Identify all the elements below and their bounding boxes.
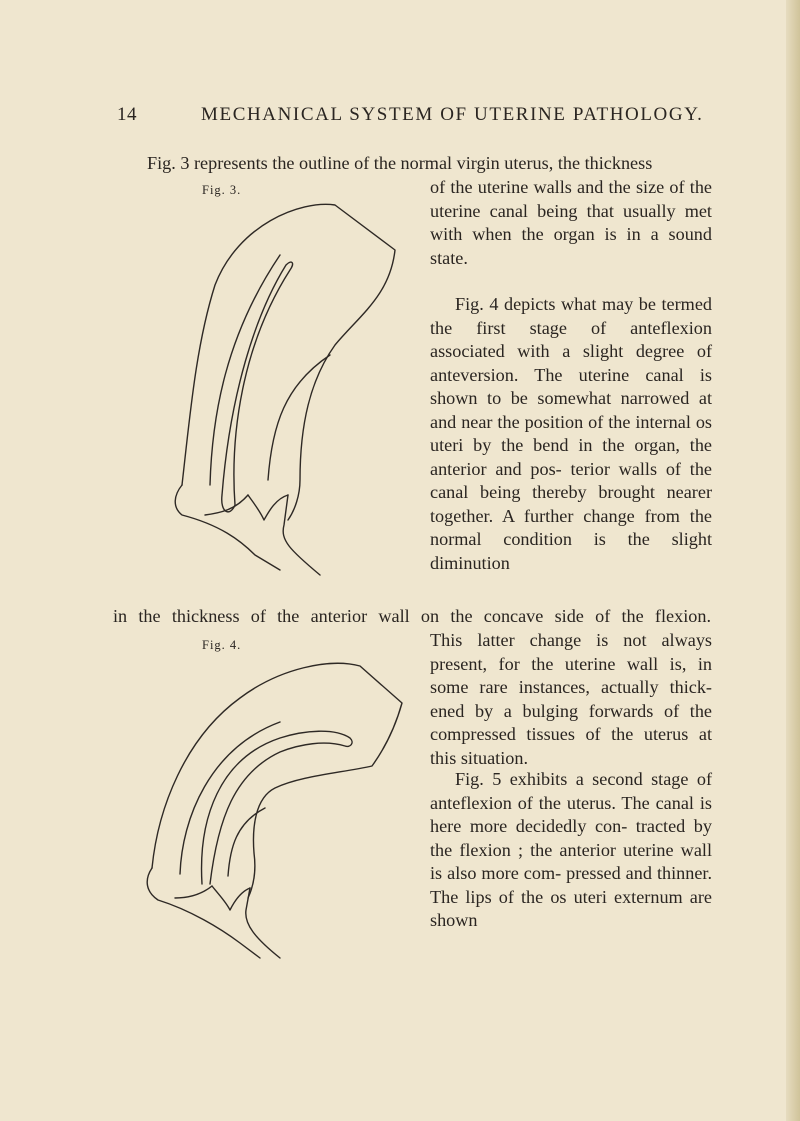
figure-3-uterus-illustration <box>160 195 420 595</box>
running-head: MECHANICAL SYSTEM OF UTERINE PATHOLOGY. <box>201 104 704 125</box>
figure-4-caption: Fig. 4. <box>202 638 242 652</box>
paragraph-1-continued: of the uterine walls and the size of the uterine canal being that usually met with when the organ is in a sound state. <box>430 177 712 268</box>
fig4-outer-wall <box>152 663 402 898</box>
fig4-canal <box>202 731 353 884</box>
fig4-cervix-right <box>246 888 280 958</box>
page-header <box>0 104 800 134</box>
fig3-outer-wall <box>182 204 395 520</box>
page-edge <box>786 0 800 1121</box>
fig3-canal <box>222 262 293 512</box>
paragraph-2-full-width-line: in the thickness of the anterior wall on the concave side of the flexion. <box>113 606 711 626</box>
paragraph-3: Fig. 5 exhibits a second stage of anteflexion of the uterus. The canal is here more decidedly con- tracted by the flexion ; the anterior uterine wall is also more com- pressed and thinner. The lips of the os uteri externum are shown <box>430 769 712 930</box>
paragraph-2: Fig. 4 depicts what may be termed the first stage of anteflexion associated with a slight degree of anteversion. The uterine canal is shown to be somewhat narrowed at and near the position of the internal os uteri by the bend in the organ, the anterior and pos- terior walls of the canal being thereby brought nearer together. A further change from the normal condition is the slight diminution <box>430 294 712 573</box>
fig3-inner-wall <box>210 255 280 485</box>
fig3-left-lower <box>175 485 280 570</box>
paragraph-1-first-line: Fig. 3 represents the outline of the normal virgin uterus, the thickness <box>147 153 653 173</box>
fig4-left-lower <box>147 868 260 958</box>
fig4-inner-right <box>228 808 265 876</box>
fig4-os <box>212 886 250 910</box>
paragraph-2-continued: This latter change is not always present, for the uterine wall is, in some rare instances, actually thick- ened by a bulging forwards of the compressed tissues of the uterus at this situation. <box>430 630 712 768</box>
fig3-os <box>248 495 288 520</box>
fig3-cervix-right <box>283 495 320 575</box>
page-number: 14 <box>117 104 137 125</box>
figure-4-uterus-illustration <box>140 648 420 998</box>
figure-3-caption: Fig. 3. <box>202 183 242 197</box>
fig4-cervix-lower <box>175 886 212 898</box>
fig3-inner-right <box>268 355 330 480</box>
